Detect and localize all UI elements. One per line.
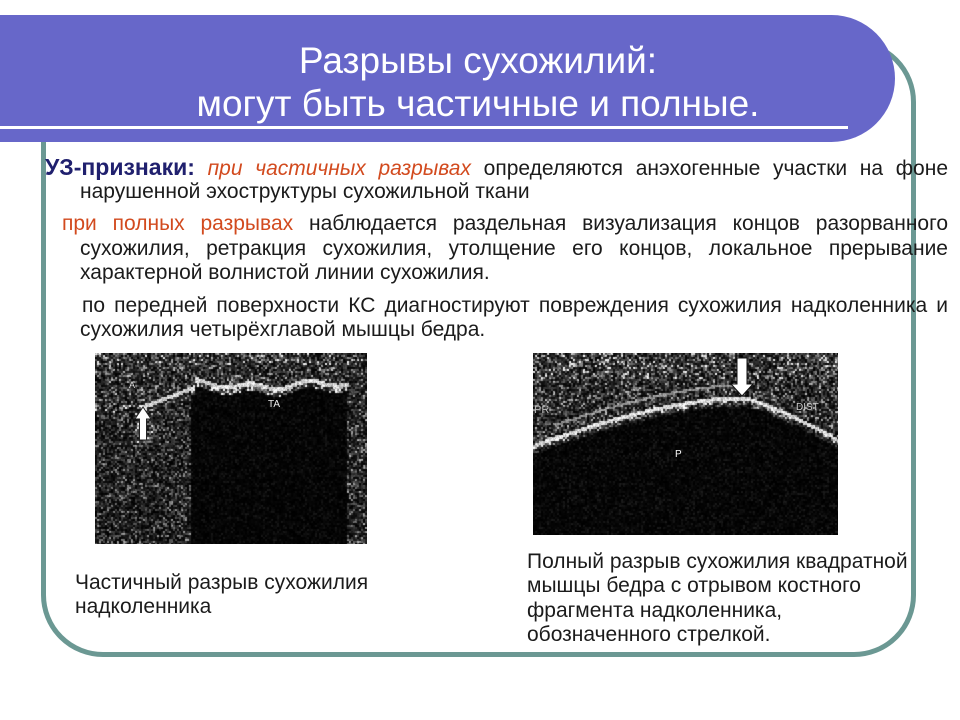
complete-rupture-text: наблюдается раздельная визуализация концов разорванного — [308, 212, 948, 235]
right-image-distal-label: DIST — [796, 402, 819, 413]
right-caption-line-2: мышцы бедра с отрывом костного — [527, 574, 861, 597]
left-image-marker-label: A — [129, 380, 136, 390]
left-image-ta-label: TA — [268, 399, 281, 410]
ultrasound-image-partial-rupture — [95, 353, 367, 544]
partial-rupture-line-2: нарушенной эхоструктуры сухожильной ткани — [80, 180, 530, 203]
us-signs-heading: УЗ-признаки: — [45, 154, 195, 180]
title-line-1: Разрывы сухожилий: — [298, 40, 658, 81]
right-caption-line-1: Полный разрыв сухожилия квадратной — [527, 550, 908, 573]
partial-rupture-line-1 — [45, 155, 948, 181]
arrow-down-icon — [731, 358, 753, 396]
right-image-annotations — [533, 353, 838, 535]
right-image-patella-label: P — [675, 449, 682, 460]
complete-rupture-line-2: сухожилия, ретракция сухожилия, утолщение его концов, локальное прерывание — [80, 237, 948, 260]
right-image-proximal-label: PR — [534, 404, 550, 416]
anterior-surface-line-2: сухожилия четырёхглавой мышцы бедра. — [80, 318, 486, 341]
left-caption-line-1: Частичный разрыв сухожилия — [75, 571, 369, 594]
partial-rupture-text: определяются анэхогенные участки на фоне — [483, 157, 948, 180]
complete-rupture-line-1 — [62, 212, 948, 236]
left-caption-line-2: надколенника — [75, 595, 212, 618]
complete-rupture-line-3: характерной волнистой линии сухожилия. — [80, 261, 490, 284]
arrow-up-icon — [135, 407, 151, 440]
partial-rupture-highlight: при частичных разрывах — [207, 157, 471, 180]
right-caption-line-4: обозначенного стрелкой. — [527, 623, 771, 646]
right-caption-line-3: фрагмента надколенника, — [527, 599, 783, 622]
title-underline — [0, 126, 848, 129]
anterior-surface-line-1: по передней поверхности КС диагностируют повреждения сухожилия надколенника и — [82, 294, 948, 317]
title-line-2: могут быть частичные и полные. — [196, 83, 760, 124]
left-image-annotations — [95, 353, 367, 544]
ultrasound-image-complete-rupture — [533, 353, 838, 535]
complete-rupture-highlight: при полных разрывах — [62, 212, 294, 235]
